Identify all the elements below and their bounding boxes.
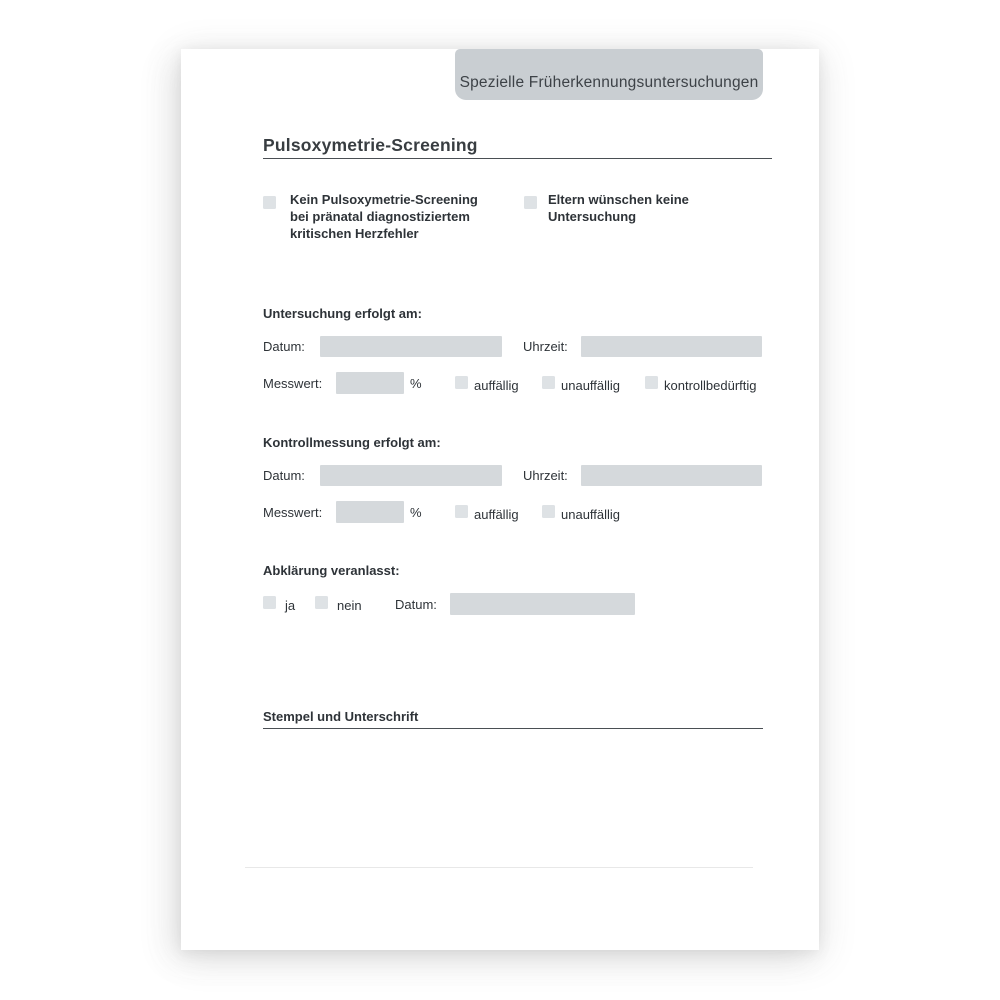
checkbox-control-auffaellig[interactable] [455, 505, 468, 518]
checkbox-exam-unauffaellig[interactable] [542, 376, 555, 389]
parents-decline-label [548, 191, 689, 225]
control-auffaellig-label: auffällig [474, 507, 519, 522]
scan-artifact-line [245, 867, 753, 868]
control-measure-label: Messwert: [263, 505, 323, 520]
exam-auffaellig-label: auffällig [474, 378, 519, 393]
exam-date-label: Datum: [263, 339, 305, 354]
control-date-label: Datum: [263, 468, 305, 483]
title-rule [263, 158, 772, 159]
form-page [181, 49, 819, 950]
exam-measure-field[interactable] [336, 372, 404, 394]
section-tab-label: Spezielle Früherkennungsuntersuchungen [459, 74, 759, 91]
control-unauffaellig-label: unauffällig [561, 507, 621, 522]
section-tab [455, 49, 763, 100]
checkbox-control-unauffaellig[interactable] [542, 505, 555, 518]
control-date-field[interactable] [320, 465, 502, 486]
clarification-nein-label: nein [337, 598, 362, 613]
checkbox-exam-auffaellig[interactable] [455, 376, 468, 389]
checkbox-exam-kontrollbeduerftig[interactable] [645, 376, 658, 389]
checkbox-clarification-nein[interactable] [315, 596, 328, 609]
no-screening-line2: bei pränatal diagnostiziertem [290, 209, 470, 224]
clarification-ja-label: ja [285, 598, 296, 613]
exam-time-label: Uhrzeit: [523, 339, 568, 354]
control-time-field[interactable] [581, 465, 762, 486]
exam-heading: Untersuchung erfolgt am: [263, 306, 422, 321]
no-screening-label [290, 191, 478, 242]
exam-time-field[interactable] [581, 336, 762, 357]
clarification-date-label: Datum: [395, 597, 437, 612]
exam-unauffaellig-label: unauffällig [561, 378, 621, 393]
control-measure-field[interactable] [336, 501, 404, 523]
exam-percent-sign: % [410, 376, 422, 391]
no-screening-line1: Kein Pulsoxymetrie-Screening [290, 192, 478, 207]
control-heading: Kontrollmessung erfolgt am: [263, 435, 441, 450]
parents-decline-line1: Eltern wünschen keine [548, 192, 689, 207]
signature-heading: Stempel und Unterschrift [263, 709, 419, 724]
exam-measure-label: Messwert: [263, 376, 323, 391]
signature-rule [263, 728, 763, 729]
page-title: Pulsoxymetrie-Screening [263, 135, 478, 155]
control-percent-sign: % [410, 505, 422, 520]
exam-date-field[interactable] [320, 336, 502, 357]
checkbox-clarification-ja[interactable] [263, 596, 276, 609]
exam-kontrollbeduerftig-label: kontrollbedürftig [664, 378, 757, 393]
parents-decline-line2: Untersuchung [548, 209, 637, 224]
no-screening-line3: kritischen Herzfehler [290, 226, 419, 241]
checkbox-no-screening[interactable] [263, 196, 276, 209]
clarification-heading: Abklärung veranlasst: [263, 563, 400, 578]
control-time-label: Uhrzeit: [523, 468, 568, 483]
checkbox-parents-decline[interactable] [524, 196, 537, 209]
clarification-date-field[interactable] [450, 593, 635, 615]
